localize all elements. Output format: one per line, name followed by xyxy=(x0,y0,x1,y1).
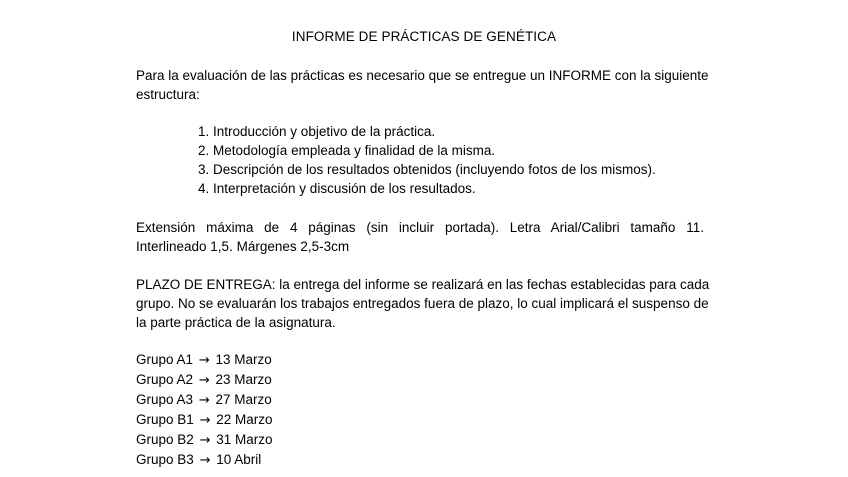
group-name: Grupo A1 xyxy=(136,352,194,367)
right-arrow-icon: → xyxy=(198,393,210,408)
right-arrow-icon: → xyxy=(198,373,210,388)
group-deadline-item xyxy=(136,370,273,390)
group-date: 10 Abril xyxy=(216,452,262,467)
group-deadline-item xyxy=(136,390,273,410)
structure-item: 3. Descripción de los resultados obtenidos (incluyendo fotos de los mismos). xyxy=(198,162,656,177)
extension-paragraph xyxy=(136,218,704,256)
right-arrow-icon: → xyxy=(198,353,210,368)
right-arrow-icon: → xyxy=(199,413,211,428)
group-date: 23 Marzo xyxy=(215,372,272,387)
group-name: Grupo B3 xyxy=(136,452,194,467)
deadline-paragraph: PLAZO DE ENTREGA: la entrega del informe se realizará en las fechas establecidas para cada grupo. No se evaluarán los trabajos entregados fuera de plazo, lo cual implicará el suspenso de la parte práctica de la asignatura. xyxy=(136,277,710,330)
intro-paragraph: Para la evaluación de las prácticas es necesario que se entregue un INFORME con la siguiente estructura: xyxy=(136,68,709,102)
group-deadline-item xyxy=(136,430,273,450)
group-name: Grupo A3 xyxy=(136,392,194,407)
group-name: Grupo B2 xyxy=(136,432,194,447)
group-date: 31 Marzo xyxy=(216,432,273,447)
group-deadline-item xyxy=(136,350,273,370)
right-arrow-icon: → xyxy=(199,453,211,468)
structure-item: 1. Introducción y objetivo de la práctica. xyxy=(198,124,436,139)
group-name: Grupo B1 xyxy=(136,412,194,427)
structure-list xyxy=(198,122,656,198)
extension-line-1: Extensión máxima de 4 páginas (sin incluir portada). Letra Arial/Calibri tamaño 11. xyxy=(136,220,704,235)
extension-line-2: Interlineado 1,5. Márgenes 2,5-3cm xyxy=(136,239,350,254)
group-date: 22 Marzo xyxy=(216,412,273,427)
group-date: 13 Marzo xyxy=(215,352,272,367)
right-arrow-icon: → xyxy=(199,433,211,448)
group-deadline-item xyxy=(136,410,273,430)
structure-item: 4. Interpretación y discusión de los resultados. xyxy=(198,181,476,196)
group-deadline-item xyxy=(136,450,273,470)
document-title: INFORME DE PRÁCTICAS DE GENÉTICA xyxy=(291,29,557,44)
group-name: Grupo A2 xyxy=(136,372,194,387)
group-deadline-list xyxy=(136,350,273,470)
group-date: 27 Marzo xyxy=(215,392,272,407)
structure-item: 2. Metodología empleada y finalidad de la misma. xyxy=(198,143,496,158)
